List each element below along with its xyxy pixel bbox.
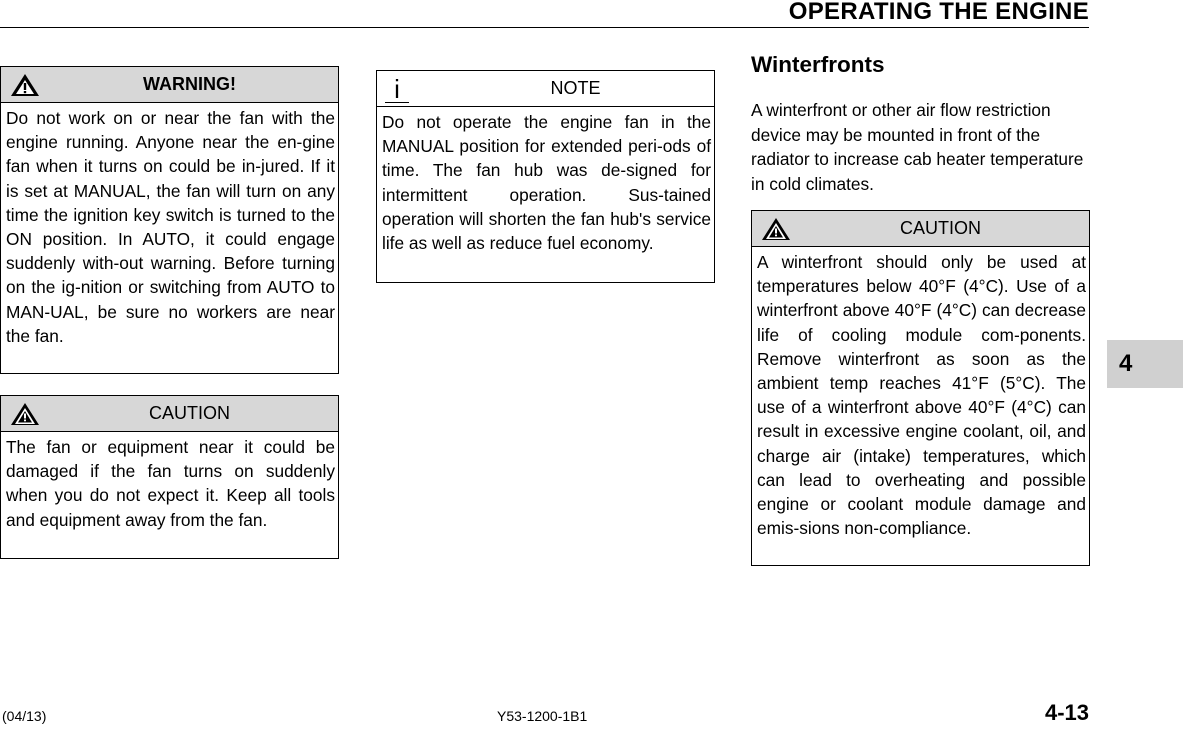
- caution-box-left-label: CAUTION: [149, 403, 230, 423]
- footer-doc-number: Y53-1200-1B1: [497, 708, 588, 724]
- page-header-title: OPERATING THE ENGINE: [788, 0, 1089, 25]
- caution-box-right-header: [752, 211, 1089, 247]
- caution-box-left-header: [1, 396, 338, 432]
- warning-box-text: Do not work on or near the fan with the engine running. Anyone near the en-gine fan when it turns on could be in-jured. If it is set at MANUAL, the fan will turn on any time the ignition key switch is turned to the ON position. In AUTO, it could engage suddenly with-out warning. Before turning on the ig-nition or switching from AUTO to MAN-UAL, be sure no workers are near the fan.: [6, 108, 335, 346]
- footer-date: (04/13): [2, 708, 47, 724]
- warning-box-header: [1, 67, 338, 103]
- caution-box-left-text: The fan or equipment near it could be damaged if the fan turns on suddenly when you do not expect it. Keep all tools and equipment away from the fan.: [6, 437, 335, 530]
- note-box-header: [377, 71, 714, 107]
- caution-box-right-label: CAUTION: [900, 218, 981, 238]
- warning-box-label: WARNING!: [143, 74, 236, 94]
- chapter-tab: 4: [1107, 340, 1183, 388]
- warning-triangle-icon: [10, 402, 40, 426]
- section-title-winterfronts: Winterfronts: [751, 52, 885, 77]
- warning-triangle-icon: [761, 217, 791, 241]
- header-rule: [0, 27, 1089, 28]
- warning-box: [0, 66, 339, 374]
- note-box: [376, 70, 715, 283]
- note-box-label: NOTE: [550, 78, 601, 98]
- caution-box-right: [751, 210, 1090, 566]
- footer-page-number: 4-13: [1044, 700, 1089, 725]
- section-text-winterfronts: A winterfront or other air flow restriction device may be mounted in front of the radiator to increase cab heater temperature in cold climates.: [751, 100, 1084, 194]
- note-box-text: Do not operate the engine fan in the MANUAL position for extended peri-ods of time. The fan hub was de-signed for intermittent operation. Sus-tained operation will shorten the fan hub's service life as well as reduce fuel economy.: [382, 112, 711, 254]
- warning-triangle-icon: [10, 73, 40, 97]
- caution-box-left: [0, 395, 339, 559]
- caution-box-right-text: A winterfront should only be used at temperatures below 40°F (4°C). Use of a winterfront above 40°F (4°C) can decrease life of cooling module com-ponents. Remove winterfront as soon as the ambient temp reaches 41°F (5°C). The use of a winterfront above 40°F (4°C) can result in excessive engine coolant, oil, and charge air (intake) temperatures, which can lead to overheating and possible engine or coolant module damage and emis-sions non-compliance.: [757, 252, 1086, 539]
- info-icon: i: [385, 78, 409, 103]
